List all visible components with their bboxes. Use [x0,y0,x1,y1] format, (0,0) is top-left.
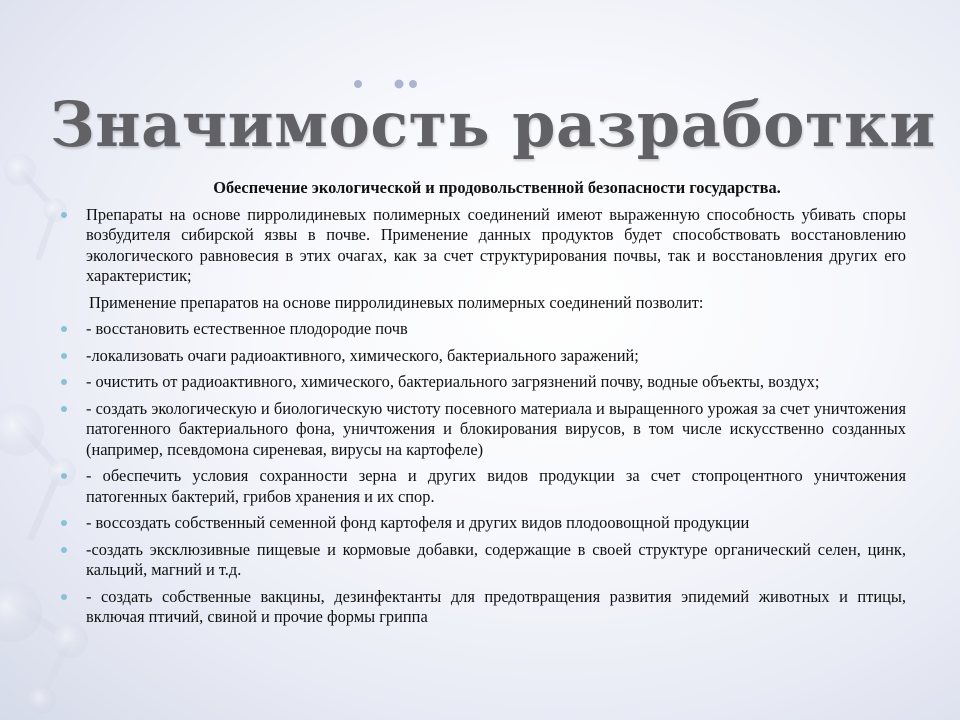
paragraph-text: - воссоздать собственный семенной фонд картофеля и других видов плодоовощной продукции [86,513,750,532]
bullet-dot-icon [60,346,86,367]
bullet-dot-icon [60,466,86,507]
paragraph-text: - восстановить естественное плодородие почв [86,319,408,338]
bullet-paragraph [60,587,906,628]
bullet-paragraph [60,372,906,393]
bullet-dot-icon [60,587,86,628]
bullet-paragraph [60,399,906,461]
bullet-paragraph [60,540,906,581]
paragraph-text: - создать экологическую и биологическую чистоту посевного материала и выращенного урожая за счет уничтожения патогенного бактериального фона, уничтожения и блокирования вирусов, в том числе искусственно созданных (например, псевдомона сиреневая, вирусы на картофеле) [86,398,906,459]
slide-title: Значимость разработки [50,88,936,161]
bullet-dot-icon [60,319,86,340]
bullet-dot-icon [60,540,86,581]
slide-subtitle: Обеспечение экологической и продовольственной безопасности государства. [213,178,781,197]
paragraph-text: - очистить от радиоактивного, химического, бактериального загрязнений почву, водные объекты, воздух; [86,372,820,391]
paragraph-text: -локализовать очаги радиоактивного, химического, бактериального заражений; [86,345,639,365]
paragraph-text: - создать собственные вакцины, дезинфектанты для предотвращения развития эпидемий животных и птицы, включая птичий, свиной и прочие формы гриппа [86,586,906,626]
intro-paragraph: Применение препаратов на основе пирролидиневых полимерных соединений позволит: [89,292,704,312]
bullet-dot-icon [60,399,86,461]
bullet-dot-icon [60,372,86,393]
bullet-paragraph [60,205,906,287]
bullet-paragraph [60,346,906,367]
bullet-paragraph [60,319,906,340]
paragraph-text: -создать эксклюзивные пищевые и кормовые добавки, содержащие в своей структуре органический селен, цинк, кальций, магний и т.д. [86,539,906,579]
paragraph-text: - обеспечить условия сохранности зерна и других видов продукции за счет стопроцентного уничтожения патогенных бактерий, грибов хранения и их спор. [86,466,906,506]
bullet-dot-icon [60,205,86,287]
bullet-dot-icon [60,513,86,534]
bullet-paragraph [60,513,906,534]
paragraph-text: Препараты на основе пирролидиневых полимерных соединений имеют выраженную способность убивать споры возбудителя сибирской язвы в почве. Применение данных продуктов будет способствовать восстановлению экологического равновесия в этих очагах, как за счет структурирования почвы, так и восстановления других его характеристик; [86,204,906,285]
slide-body [60,178,906,634]
bullet-paragraph [60,466,906,507]
